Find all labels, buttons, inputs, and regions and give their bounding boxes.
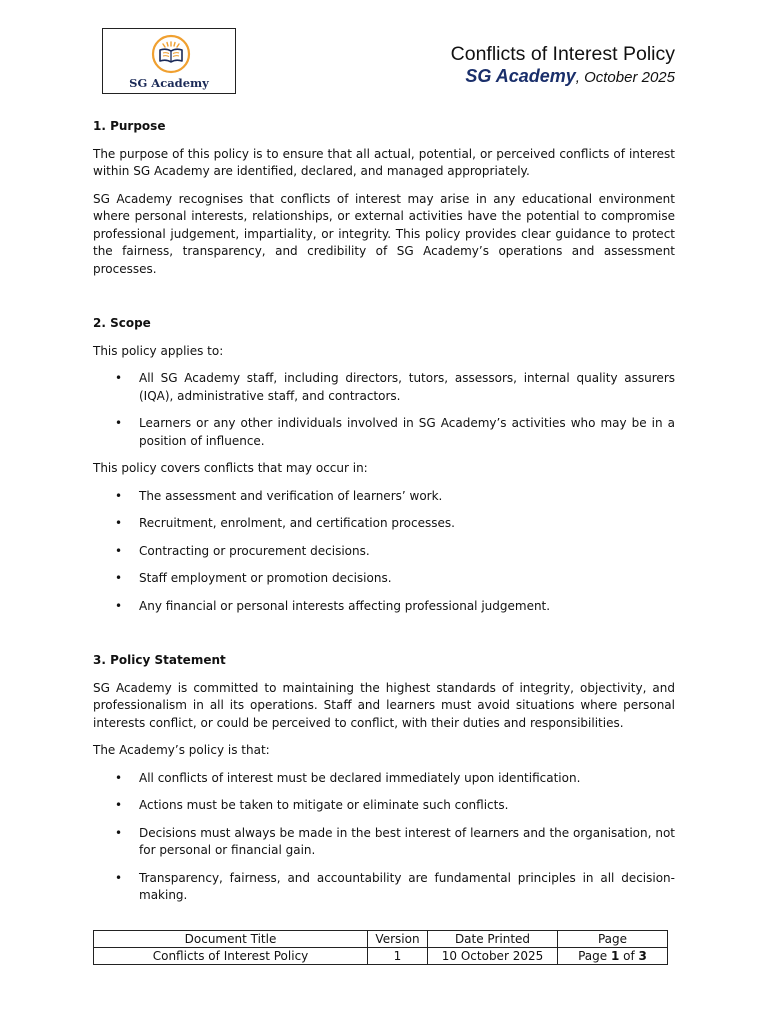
- bullet-list: [93, 370, 675, 450]
- organisation-name: SG Academy: [465, 66, 576, 86]
- paragraph: SG Academy recognises that conflicts of interest may arise in any educational environment where personal interests, relationships, or external activities have the potential to compromise professional judgement, impartiality, or integrity. This policy provides clear guidance to protect the fairness, transparency, and credibility of SG Academy’s operations and assessment processes.: [93, 191, 675, 276]
- section-heading-policy-statement: 3. Policy Statement: [93, 653, 226, 667]
- page-total: 3: [638, 948, 647, 963]
- open-book-icon: [151, 34, 191, 74]
- footer-page-number: [558, 948, 668, 965]
- paragraph: SG Academy is committed to maintaining the highest standards of integrity, objectivity, and professionalism in all its operations. Staff and learners must avoid situations where personal interests conflict, or could be perceived to conflict, with their duties and responsibilities.: [93, 680, 675, 730]
- list-item: • All SG Academy staff, including directors, tutors, assessors, internal quality assurers (IQA), administrative staff, and contractors.: [93, 370, 675, 405]
- list-item: • Learners or any other individuals involved in SG Academy’s activities who may be in a position of influence.: [93, 415, 675, 450]
- bullet-list: [93, 770, 675, 905]
- list-item: • Any financial or personal interests affecting professional judgement.: [93, 598, 675, 616]
- document-footer-table: [93, 930, 668, 965]
- list-item: • All conflicts of interest must be declared immediately upon identification.: [93, 770, 675, 788]
- footer-date-printed: 10 October 2025: [428, 948, 558, 965]
- header-version: Version: [368, 931, 428, 948]
- header-document-title: Document Title: [94, 931, 368, 948]
- document-subtitle: [465, 66, 675, 87]
- paragraph: This policy covers conflicts that may occur in:: [93, 461, 368, 475]
- footer-version: 1: [368, 948, 428, 965]
- page-current: 1: [610, 948, 620, 963]
- paragraph: This policy applies to:: [93, 343, 224, 358]
- section-heading-scope: 2. Scope: [93, 316, 151, 330]
- table-row: [94, 948, 668, 965]
- paragraph: The Academy’s policy is that:: [93, 743, 270, 757]
- page-word: Page: [578, 948, 611, 963]
- list-item: • The assessment and verification of learners’ work.: [93, 488, 675, 506]
- footer-document-title: Conflicts of Interest Policy: [94, 948, 368, 965]
- paragraph: The purpose of this policy is to ensure that all actual, potential, or perceived conflicts of interest within SG Academy are identified, declared, and managed appropriately.: [93, 146, 675, 178]
- header-page: Page: [558, 931, 668, 948]
- list-item: • Staff employment or promotion decisions.: [93, 570, 675, 588]
- document-title: Conflicts of Interest Policy: [450, 43, 675, 65]
- list-item: • Recruitment, enrolment, and certification processes.: [93, 515, 675, 533]
- of-word: of: [619, 948, 639, 963]
- logo-text: SG Academy: [129, 76, 209, 90]
- table-header-row: [94, 931, 668, 948]
- academy-logo: [102, 28, 236, 94]
- document-body: [93, 118, 675, 915]
- list-item: • Decisions must always be made in the best interest of learners and the organisation, not for personal or financial gain.: [93, 825, 675, 860]
- list-item: • Transparency, fairness, and accountability are fundamental principles in all decision-making.: [93, 870, 675, 905]
- list-item: • Actions must be taken to mitigate or eliminate such conflicts.: [93, 797, 675, 815]
- section-heading-purpose: 1. Purpose: [93, 119, 166, 133]
- document-date: , October 2025: [575, 69, 675, 86]
- bullet-list: [93, 488, 675, 616]
- list-item: • Contracting or procurement decisions.: [93, 543, 675, 561]
- header-date-printed: Date Printed: [428, 931, 558, 948]
